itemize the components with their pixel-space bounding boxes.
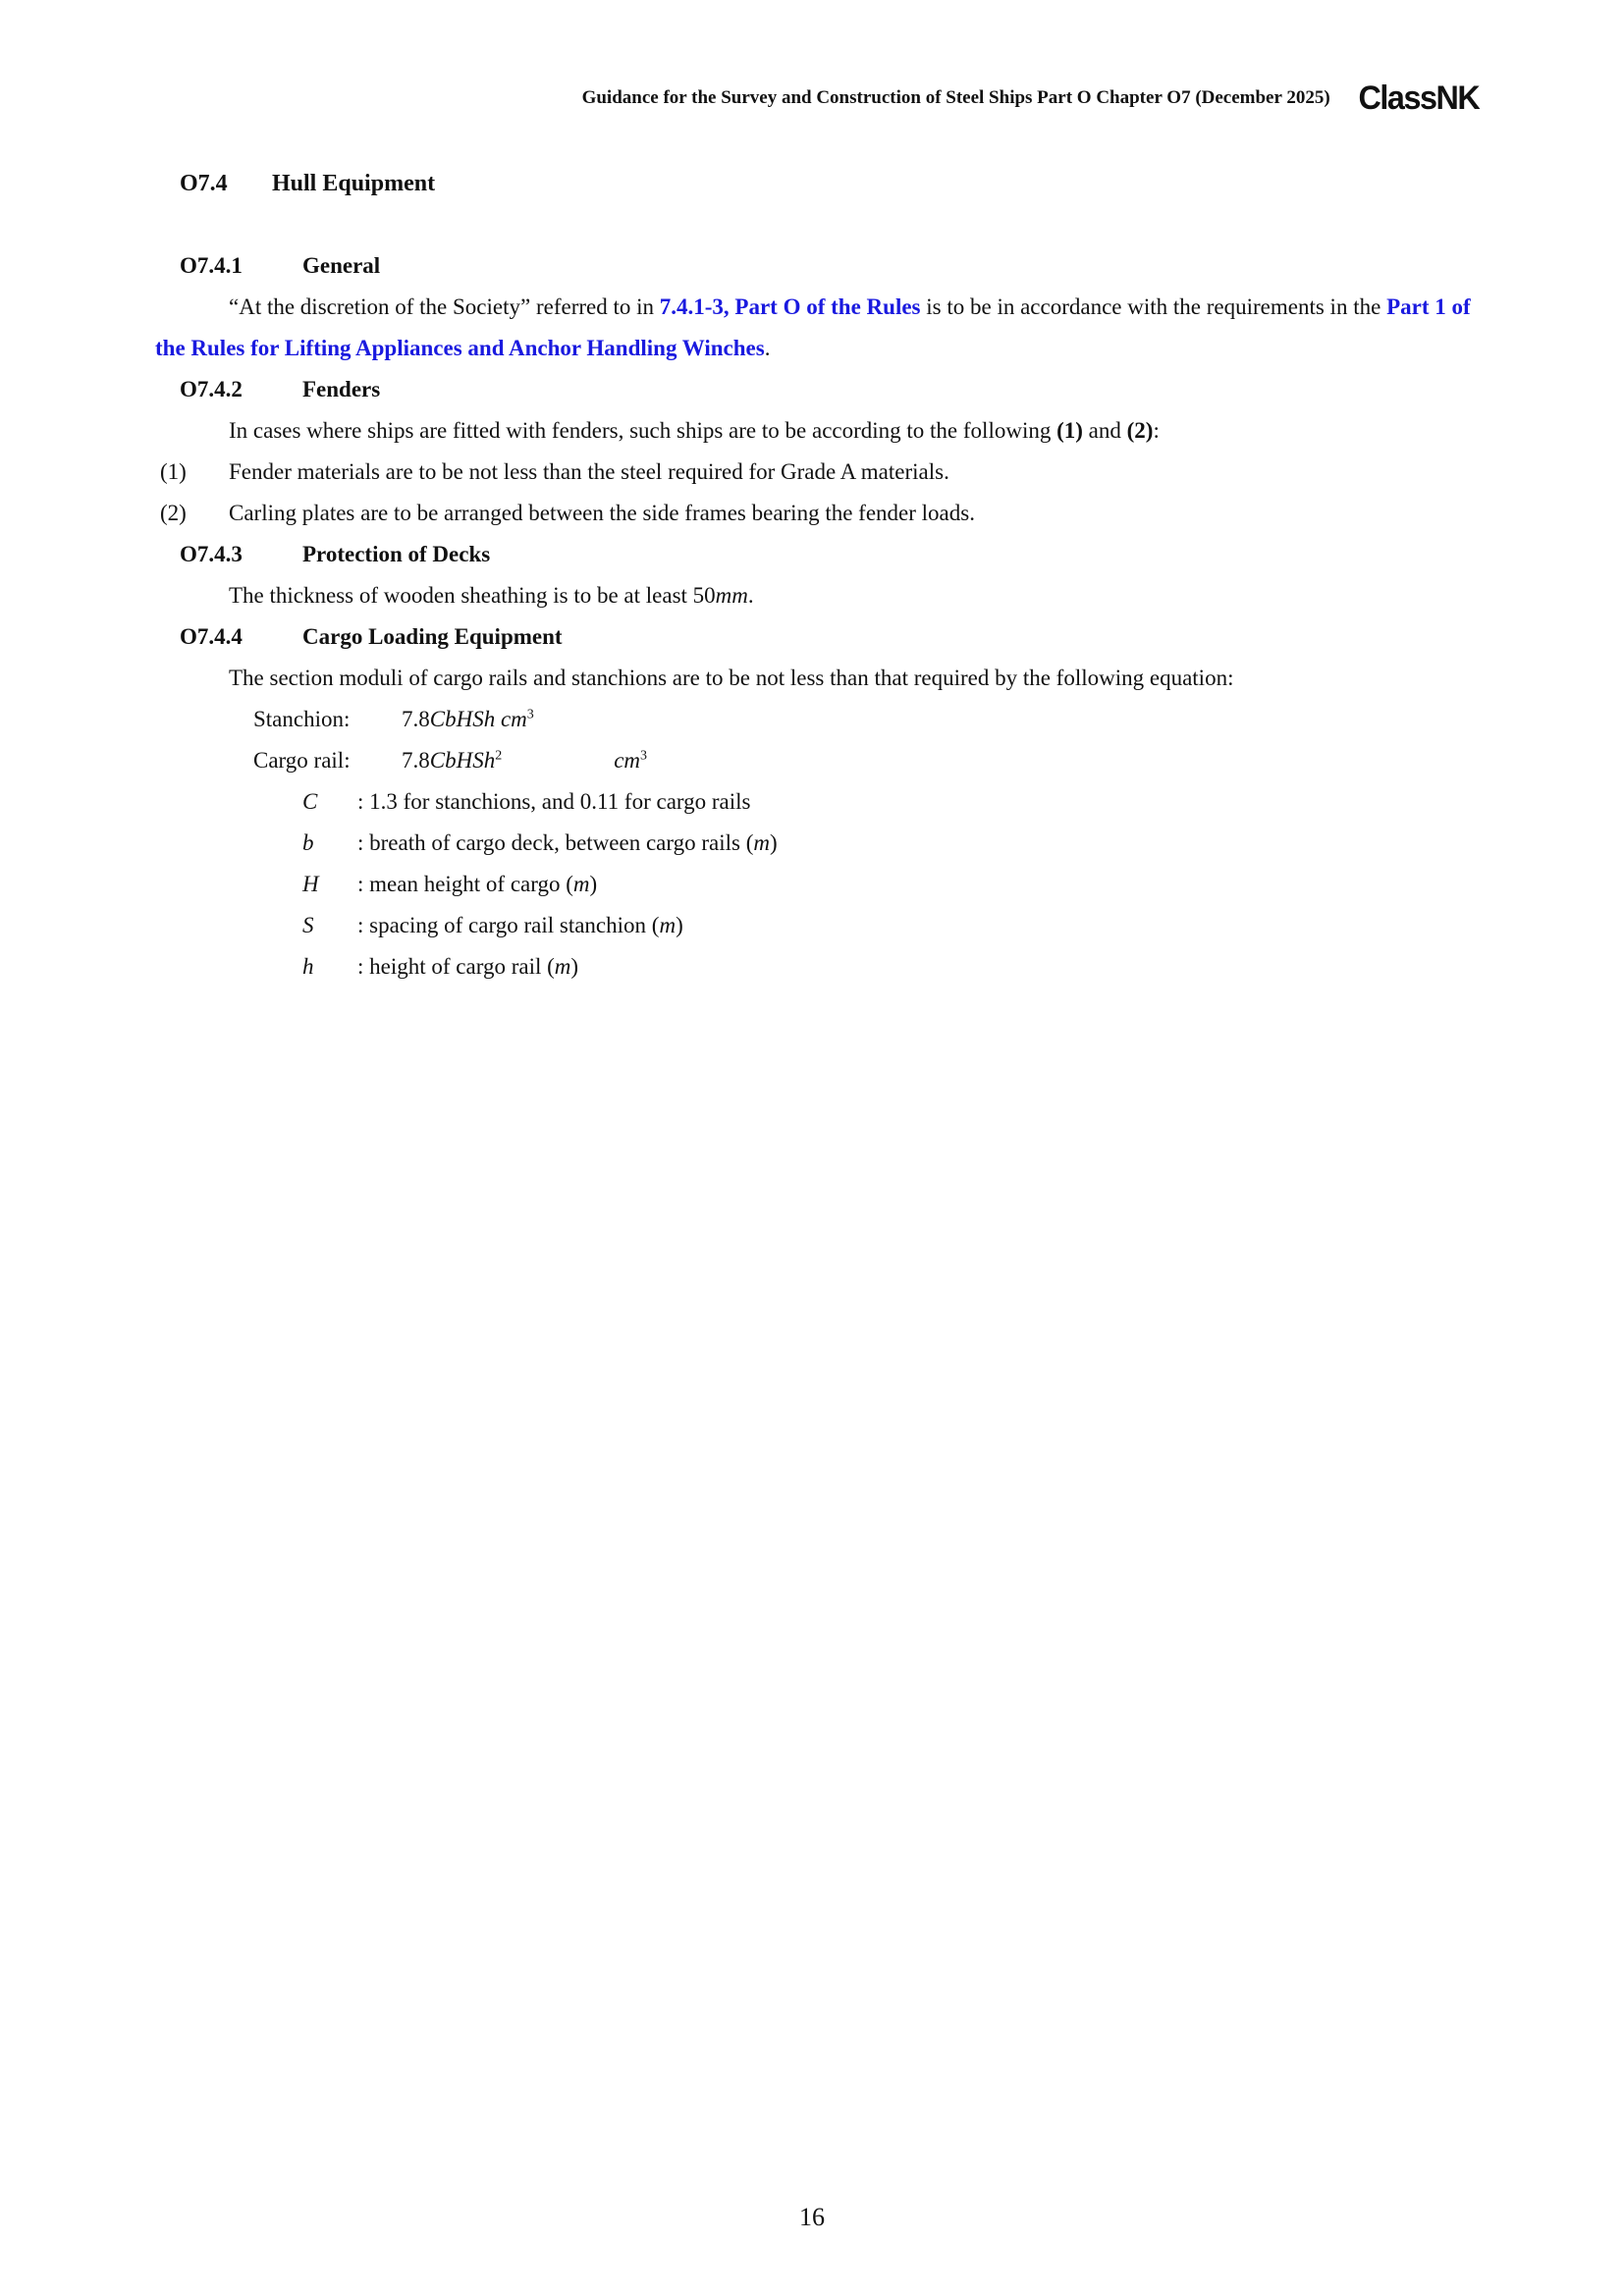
decks-unit: mm bbox=[715, 583, 748, 608]
variable-desc-text: : spacing of cargo rail stanchion ( bbox=[357, 913, 660, 937]
stanchion-unit-exp: 3 bbox=[526, 707, 534, 722]
fenders-ref-2: (2) bbox=[1126, 418, 1154, 443]
variable-unit: m bbox=[659, 913, 677, 937]
stanchion-unit: cm bbox=[500, 707, 527, 731]
variable-definition bbox=[302, 905, 1481, 946]
general-paragraph bbox=[155, 287, 1481, 369]
rail-equation bbox=[253, 740, 1481, 781]
fenders-intro bbox=[229, 410, 1481, 452]
fenders-number: O7.4.2 bbox=[180, 377, 243, 401]
rail-coef: 7.8 bbox=[402, 748, 430, 773]
fenders-intro-and: and bbox=[1082, 418, 1127, 443]
rail-unit-wrap bbox=[614, 740, 647, 781]
stanchion-label: Stanchion: bbox=[253, 707, 351, 731]
decks-text: The thickness of wooden sheathing is to be at least 50 bbox=[229, 583, 716, 608]
variable-desc-text: : breath of cargo deck, between cargo rails ( bbox=[357, 830, 754, 855]
list-item bbox=[155, 493, 1481, 534]
variable-symbol: H bbox=[302, 872, 319, 896]
fenders-heading bbox=[180, 369, 1481, 410]
cargo-title: Cargo Loading Equipment bbox=[302, 624, 563, 649]
stanchion-coef: 7.8 bbox=[402, 707, 430, 731]
variable-description: : spacing of cargo rail stanchion (m) bbox=[357, 913, 683, 937]
general-text-middle: is to be in accordance with the requirements in the bbox=[920, 294, 1387, 319]
rail-unit: cm bbox=[614, 748, 641, 773]
fenders-ref-1: (1) bbox=[1056, 418, 1083, 443]
list-item bbox=[155, 452, 1481, 493]
variable-definition bbox=[302, 823, 1481, 864]
fenders-intro-text: In cases where ships are fitted with fenders, such ships are to be according to the following bbox=[229, 418, 1057, 443]
variable-symbol: C bbox=[302, 789, 318, 814]
cargo-intro: The section moduli of cargo rails and stanchions are to be not less than that required by the following equation: bbox=[229, 666, 1234, 690]
variable-desc-text: : height of cargo rail ( bbox=[357, 954, 555, 979]
variable-unit: m bbox=[753, 830, 771, 855]
variable-description bbox=[357, 781, 751, 823]
page-header bbox=[582, 79, 1479, 118]
decks-text-end: . bbox=[747, 583, 754, 608]
list-item-number: (2) bbox=[160, 501, 187, 525]
rail-vars: CbHSh bbox=[429, 748, 496, 773]
variable-definition bbox=[302, 864, 1481, 905]
cargo-heading bbox=[180, 616, 1481, 658]
variable-definition bbox=[302, 781, 1481, 823]
general-heading bbox=[180, 245, 1481, 287]
stanchion-vars: CbHSh bbox=[429, 707, 496, 731]
decks-title: Protection of Decks bbox=[302, 542, 491, 566]
fenders-title: Fenders bbox=[302, 377, 381, 401]
variable-unit: m bbox=[572, 872, 590, 896]
cargo-number: O7.4.4 bbox=[180, 624, 243, 649]
section-heading bbox=[180, 163, 1481, 204]
general-text-after: . bbox=[764, 336, 771, 360]
document-body bbox=[155, 163, 1481, 988]
list-item-text: Carling plates are to be arranged between the side frames bearing the fender loads. bbox=[229, 501, 975, 525]
fenders-intro-end: : bbox=[1153, 418, 1160, 443]
stanchion-equation bbox=[253, 699, 1481, 740]
header-title: Guidance for the Survey and Construction of Steel Ships Part O Chapter O7 (December 2025) bbox=[581, 87, 1330, 108]
rules-reference-link[interactable]: 7.4.1-3, Part O of the Rules bbox=[659, 294, 921, 319]
section-number: O7.4 bbox=[180, 171, 228, 196]
variable-desc-text: : 1.3 for stanchions, and 0.11 for cargo rails bbox=[357, 789, 751, 814]
list-item-text: Fender materials are to be not less than the steel required for Grade A materials. bbox=[229, 459, 949, 484]
stanchion-expression bbox=[402, 699, 534, 740]
variable-unit: m bbox=[554, 954, 571, 979]
variable-desc-text: : mean height of cargo ( bbox=[357, 872, 573, 896]
variable-description: : breath of cargo deck, between cargo rails (m) bbox=[357, 830, 778, 855]
variable-symbol: b bbox=[302, 830, 314, 855]
variable-symbol: h bbox=[302, 954, 314, 979]
general-text-before: “At the discretion of the Society” referred to in bbox=[229, 294, 660, 319]
decks-number: O7.4.3 bbox=[180, 542, 243, 566]
variable-symbol: S bbox=[302, 913, 314, 937]
general-title: General bbox=[302, 253, 381, 278]
variable-description: : height of cargo rail (m) bbox=[357, 954, 579, 979]
list-item-number: (1) bbox=[160, 459, 187, 484]
rail-label: Cargo rail: bbox=[253, 748, 351, 773]
variable-definition bbox=[302, 946, 1481, 988]
classnk-logo: ClassNK bbox=[1358, 79, 1479, 117]
rail-expression bbox=[402, 740, 502, 781]
general-number: O7.4.1 bbox=[180, 253, 243, 278]
section-title: Hull Equipment bbox=[272, 171, 436, 196]
page-number: 16 bbox=[799, 2203, 825, 2231]
rail-unit-exp: 3 bbox=[640, 748, 648, 764]
variable-description: : mean height of cargo (m) bbox=[357, 872, 598, 896]
rail-vars-exp: 2 bbox=[495, 748, 503, 764]
decks-paragraph bbox=[229, 575, 1481, 616]
decks-heading bbox=[180, 534, 1481, 575]
lifting-appliances-rules-link[interactable]: Part 1 of the Rules for Lifting Appliances and Anchor Handling Winches bbox=[155, 294, 1471, 360]
